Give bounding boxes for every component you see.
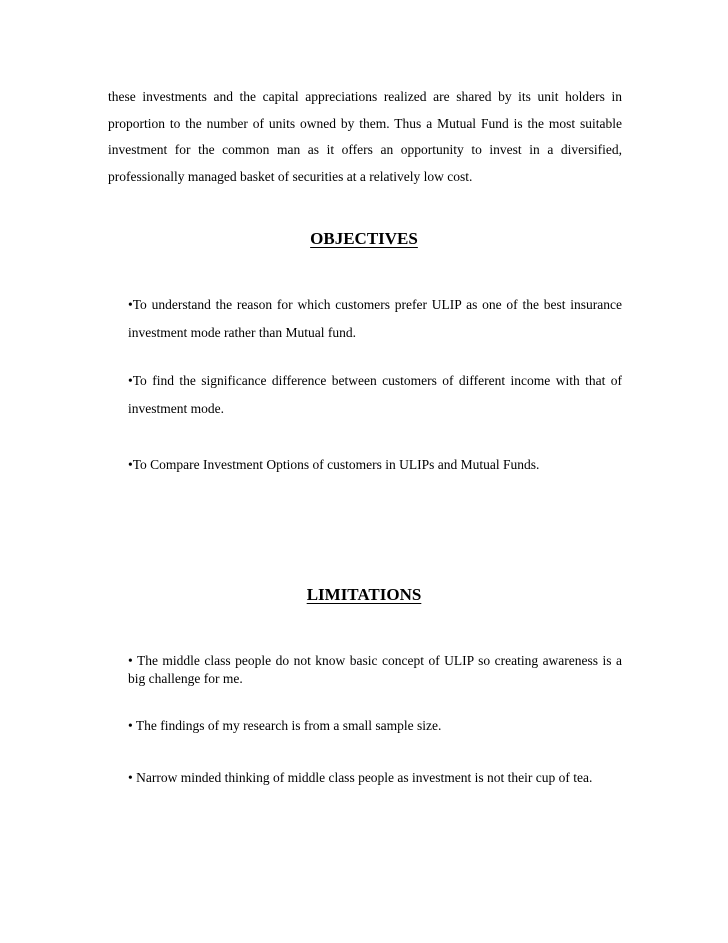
limitation-text: The middle class people do not know basic concept of ULIP so creating awareness is a big challenge for me. — [128, 653, 622, 686]
bullet-icon: • — [128, 653, 133, 668]
bullet-icon: • — [128, 718, 133, 733]
objective-item — [128, 367, 622, 423]
limitation-text: Narrow minded thinking of middle class people as investment is not their cup of tea. — [132, 770, 593, 785]
objective-text: To understand the reason for which customers prefer ULIP as one of the best insurance investment mode rather than Mutual fund. — [128, 297, 622, 340]
bullet-icon: • — [128, 297, 133, 312]
limitation-item — [128, 769, 622, 787]
objectives-heading: OBJECTIVES — [310, 229, 418, 248]
objective-text: To find the significance difference between customers of different income with that of investment mode. — [128, 373, 622, 416]
objective-item — [128, 451, 622, 479]
bullet-icon: • — [128, 457, 133, 472]
bullet-icon: • — [128, 770, 133, 785]
objective-item — [128, 291, 622, 347]
objective-text: To Compare Investment Options of customers in ULIPs and Mutual Funds. — [132, 457, 540, 472]
limitation-item — [128, 717, 622, 735]
limitations-heading: LIMITATIONS — [306, 585, 422, 604]
limitation-item — [128, 652, 622, 688]
limitation-text: The findings of my research is from a small sample size. — [132, 718, 442, 733]
intro-paragraph: these investments and the capital appreciations realized are shared by its unit holders in proportion to the number of units owned by them. Thus a Mutual Fund is the most suitable investment for the common man as it offers an opportunity to invest in a diversified, professionally managed basket of securities at a relatively low cost. — [108, 89, 622, 184]
bullet-icon: • — [128, 373, 133, 388]
